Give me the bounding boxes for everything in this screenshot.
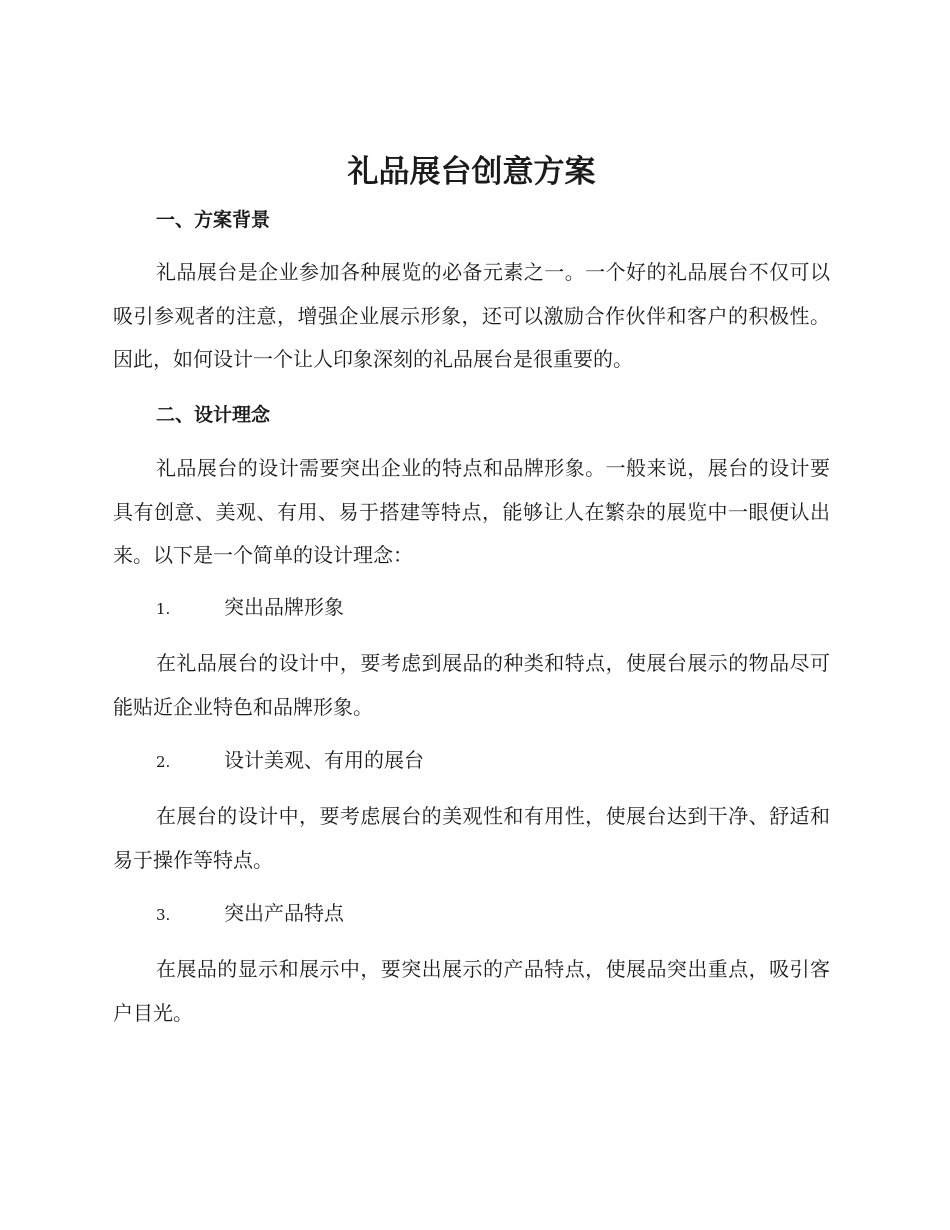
list-item-3 xyxy=(156,898,344,930)
list-item-number: 3. xyxy=(156,906,171,924)
background-paragraph: 礼品展台是企业参加各种展览的必备元素之一。一个好的礼品展台不仅可以吸引参观者的注意，增强企业展示形象，还可以激励合作伙伴和客户的积极性。因此，如何设计一个让人印象深刻的礼品展台是很重要的。 xyxy=(113,260,830,371)
list-item-label: 突出品牌形象 xyxy=(224,595,344,619)
list-item-1 xyxy=(156,592,344,624)
list-item-2 xyxy=(156,745,424,777)
list-item-label: 设计美观、有用的展台 xyxy=(224,748,424,772)
document-title: 礼品展台创意方案 xyxy=(347,154,596,190)
list-item-2-paragraph: 在展台的设计中，要考虑展台的美观性和有用性，使展台达到干净、舒适和易于操作等特点。 xyxy=(113,804,830,872)
design-concept-paragraph: 礼品展台的设计需要突出企业的特点和品牌形象。一般来说，展台的设计要具有创意、美观、有用、易于搭建等特点，能够让人在繁杂的展览中一眼便认出来。以下是一个简单的设计理念： xyxy=(113,456,830,567)
list-item-number: 1. xyxy=(156,600,171,618)
section-heading-background: 一、方案背景 xyxy=(156,209,271,231)
list-item-number: 2. xyxy=(156,753,171,771)
list-item-3-paragraph: 在展品的显示和展示中，要突出展示的产品特点，使展品突出重点，吸引客户目光。 xyxy=(113,957,830,1025)
list-item-1-paragraph: 在礼品展台的设计中，要考虑到展品的种类和特点，使展台展示的物品尽可能贴近企业特色和品牌形象。 xyxy=(113,651,830,719)
section-heading-design-concept: 二、设计理念 xyxy=(156,404,271,426)
list-item-label: 突出产品特点 xyxy=(224,901,344,925)
